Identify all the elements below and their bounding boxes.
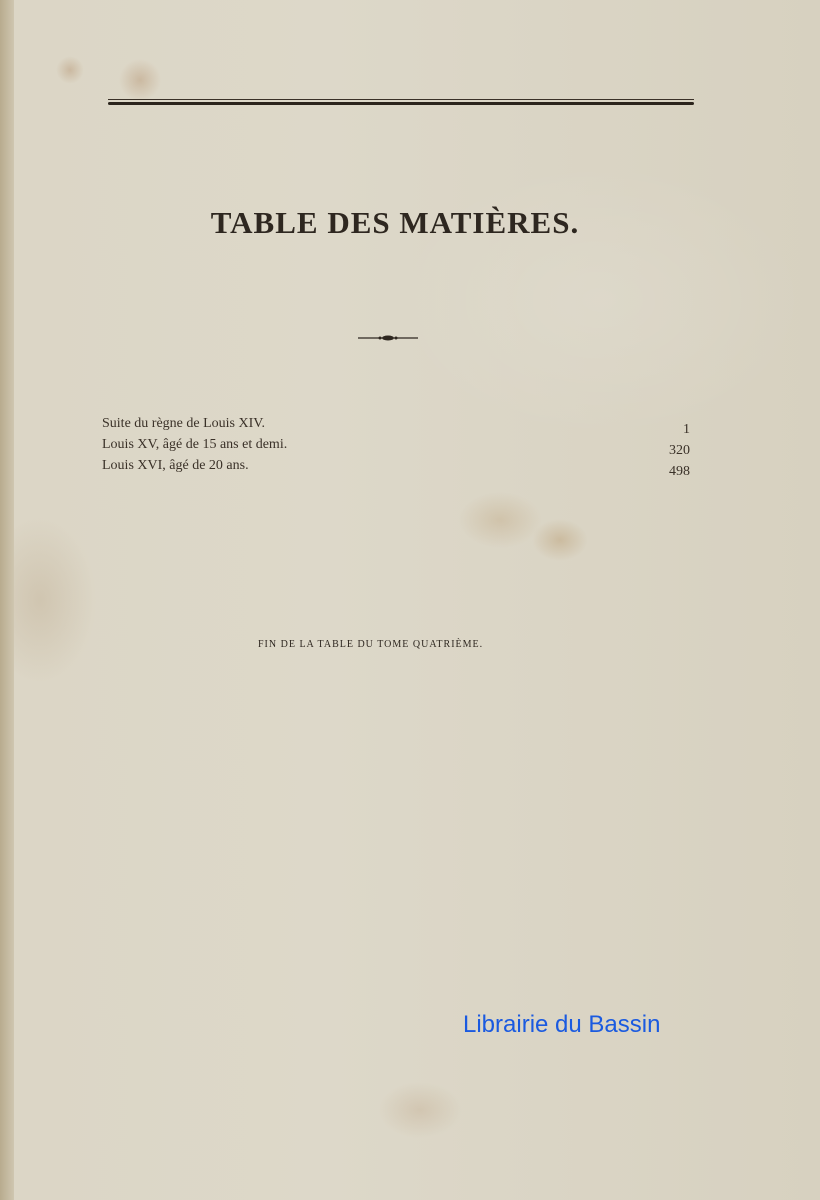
top-double-rule [108, 99, 694, 105]
table-of-contents [102, 413, 692, 479]
toc-entry-label: Louis XV, âgé de 15 ans et demi. [102, 437, 288, 452]
page-title: TABLE DES MATIÈRES. [210, 205, 580, 240]
decorative-ornament [358, 333, 418, 343]
watermark-text: Librairie du Bassin [463, 1011, 661, 1038]
top-rule-thin-line [108, 99, 694, 100]
top-rule-thick-line [108, 102, 694, 105]
toc-entry-page: 1 [683, 422, 690, 437]
page-binding-edge [0, 0, 14, 1200]
toc-entry-label: Suite du règne de Louis XIV. [102, 416, 266, 431]
toc-entry-page: 498 [669, 464, 690, 479]
closing-line: FIN DE LA TABLE DU TOME QUATRIÈME. [258, 639, 484, 650]
toc-entry-label: Louis XVI, âgé de 20 ans. [102, 458, 249, 473]
toc-entry [102, 455, 692, 479]
toc-entry [102, 413, 692, 437]
toc-entry [102, 434, 692, 458]
toc-entry-page: 320 [669, 443, 690, 458]
